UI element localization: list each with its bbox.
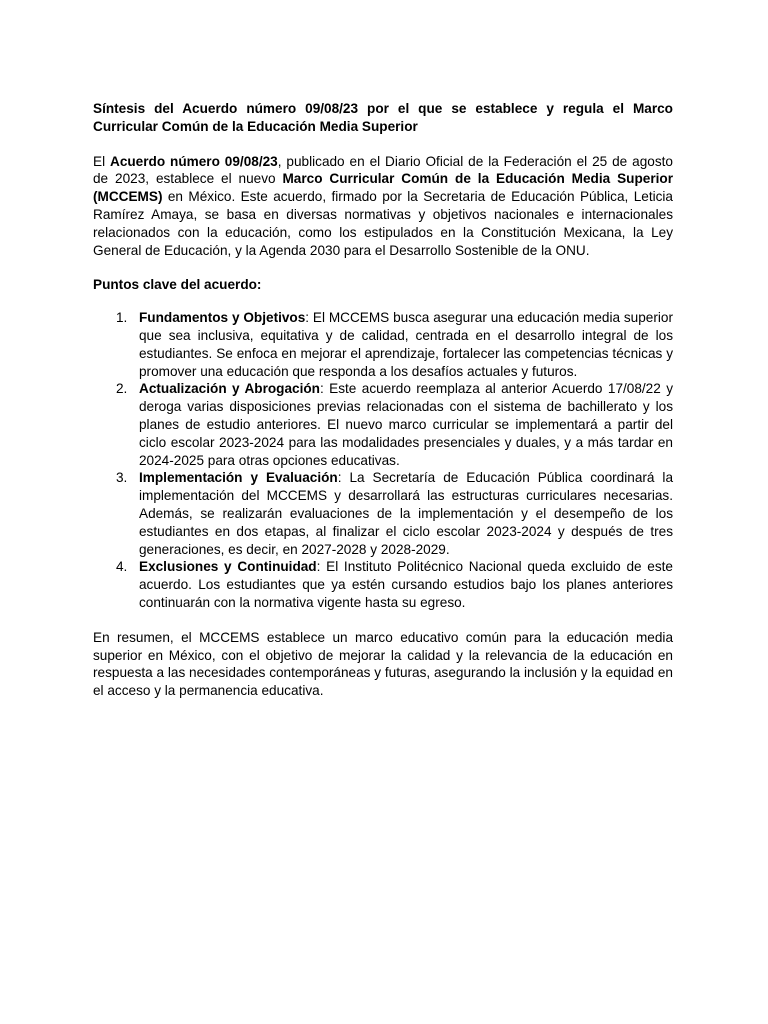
- intro-text-3: en México. Este acuerdo, firmado por la Secretaria de Educación Pública, Leticia Ramírez Amaya, se basa en diversas normativas y objetivos nacionales e internacionales relacionados con la educación, como los estipulados en la Constitución Mexicana, la Ley General de Educación, y la Agenda 2030 para el Desarrollo Sostenible de la ONU.: [93, 189, 673, 258]
- intro-text-2: , publicado en el Diario Oficial de la Federación el 25 de agosto de 2023, establece el nuevo: [93, 153, 673, 187]
- list-item-title: Exclusiones y Continuidad: [139, 559, 317, 575]
- intro-paragraph: [93, 153, 673, 260]
- list-item-title: Actualización y Abrogación: [139, 381, 320, 397]
- key-points-heading: Puntos clave del acuerdo:: [93, 277, 262, 293]
- list-item-number: 2.: [116, 381, 128, 397]
- list-item-number: 3.: [116, 470, 128, 486]
- list-item-title: Implementación y Evaluación: [139, 470, 338, 486]
- list-item-text: : La Secretaría de Educación Pública coordinará la implementación del MCCEMS y desarrollará las estructuras curriculares necesarias. Además, se realizarán evaluaciones de la implementación y el desempeño de los estudiantes en dos etapas, al finalizar el ciclo escolar 2023-2024 y después de tres generaciones, es decir, en 2027-2028 y 2028-2029.: [139, 470, 674, 557]
- intro-text-1: El: [93, 153, 110, 169]
- list-item-title: Fundamentos y Objetivos: [139, 310, 306, 326]
- agreement-number: Acuerdo número 09/08/23: [110, 153, 278, 169]
- list-item: [93, 558, 673, 611]
- list-item: [93, 469, 673, 558]
- list-item: [93, 309, 673, 380]
- list-item-text: : Este acuerdo reemplaza al anterior Acuerdo 17/08/22 y deroga varias disposiciones previas relacionadas con el sistema de bachillerato y los planes de estudio anteriores. El nuevo marco curricular se implementará a partir del ciclo escolar 2023-2024 para las modalidades presenciales y duales, y a más tardar en 2024-2025 para otras opciones educativas.: [139, 381, 673, 468]
- document-page: [93, 100, 673, 700]
- list-item: [93, 380, 673, 469]
- summary-paragraph: En resumen, el MCCEMS establece un marco educativo común para la educación media superior en México, con el objetivo de mejorar la calidad y la relevancia de la educación en respuesta a las necesidades contemporáneas y futuras, asegurando la inclusión y la equidad en el acceso y la permanencia educativa.: [93, 629, 673, 699]
- list-item-text: : El MCCEMS busca asegurar una educación media superior que sea inclusiva, equitativa y de calidad, centrada en el desarrollo integral de los estudiantes. Se enfoca en mejorar el aprendizaje, fortalecer las competencias técnicas y promover una educación que responda a los desafíos actuales y futuros.: [139, 310, 673, 379]
- list-item-number: 4.: [116, 559, 128, 575]
- list-item-text: : El Instituto Politécnico Nacional queda excluido de este acuerdo. Los estudiantes que ya estén cursando estudios bajo los planes anteriores continuarán con la normativa vigente hasta su egreso.: [139, 559, 673, 610]
- list-item-number: 1.: [116, 310, 128, 326]
- document-title: Síntesis del Acuerdo número 09/08/23 por el que se establece y regula el Marco Curricular Común de la Educación Media Superior: [93, 101, 673, 134]
- key-points-list: [93, 309, 673, 612]
- framework-name: Marco Curricular Común de la Educación Media Superior (MCCEMS): [93, 171, 673, 205]
